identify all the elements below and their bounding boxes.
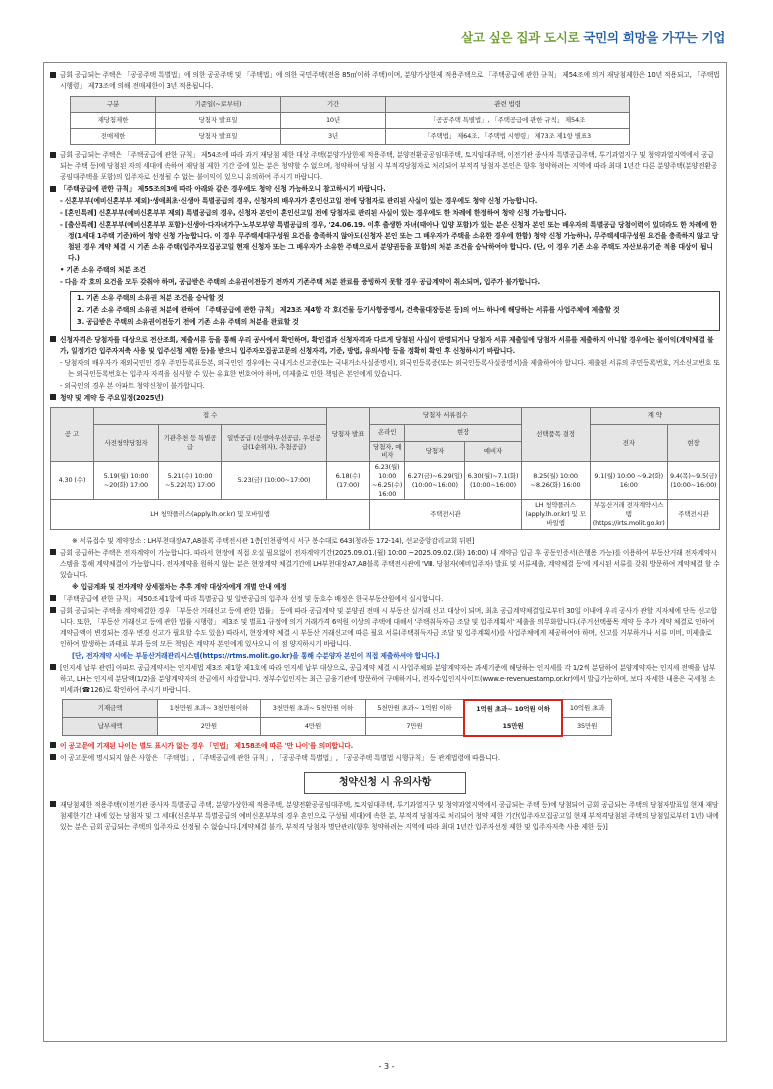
table-header: 일반공급 (신생아우선공급, 우선공급(1순위자), 추첨공급) [222, 424, 327, 462]
table-cell: 4만원 [260, 718, 365, 736]
table-row [71, 129, 630, 145]
slogan-part1: 살고 싶은 집과 도시로 [461, 30, 580, 45]
bullet-square-icon [50, 595, 56, 601]
eligibility-text: 신청자격은 당첨자를 대상으로 전산조회, 제출서류 등을 통해 우리 공사에서 확인하며, 확인결과 신청자격과 다르게 당첨된 사실이 판명되거나 당첨자 서류 제출일에 당첨자 서류를 제출하지 아니할 경우에는 불이익(계약체결 불가, 일정기간 입주자저축 사용 및 입주신청 제한 등)을 받으니 입주자모집공고문의 신청자격, 기준, 방법, 유의사항 등을 정확히 확인 후 신청하시기 바랍니다. [60, 335, 714, 355]
bullet-square-icon [50, 336, 56, 342]
special-cases-intro: 「주택공급에 관한 규칙」 제55조의3에 따라 아래와 같은 경우에도 청약 신청 가능하오니 참고하시기 바랍니다. [60, 185, 386, 193]
paragraph-caution [50, 800, 720, 833]
table-cell: 6.18(수) (17:00) [327, 462, 370, 500]
table-cell: 10년 [281, 113, 386, 129]
table-cell: 35만원 [562, 718, 611, 736]
schedule-heading-text: 청약 및 계약 등 주요일정(2025년) [60, 393, 164, 402]
transaction-report-note: [단, 전자계약 시에는 부동산거래관리시스템(https://rtms.molit.go.kr)을 통해 수분양자 본인이 직접 제출하셔야 합니다.] [72, 651, 440, 660]
paragraph-e-contract [50, 548, 720, 581]
table-cell: 「공공주택 특별법」, 「주택공급에 관한 규칙」 제54조 [386, 113, 630, 129]
table-header: 사전청약당첨자 [94, 424, 159, 462]
stamp-tax-text: [인지세 납부 관련] 아파트 공급계약서는 인지세법 제3조 제1항 제1호에 따라 인지세 납부 대상으로, 공급계약 체결 시 사업주체와 분양계약자는 과세기준에 해당하는 인지세를 각 1/2씩 분담하여 분양계약자는 인지세 전액을 납부하고, LH는 인지세 분담액(1/2)을 분양계약자의 잔금에서 차감합니다. 정부수입인지는 최근 금융기관에 방문하여 구매하거나, 전자수입인지사이트(www.e-revenuestamp.or.kr)에서 발급가능하며, 보다 자세한 내용은 국세청 소비세과(☎126)로 확인하여 주시기 바랍니다. [60, 663, 716, 694]
table-header: 당첨자, 예비자 [370, 441, 405, 462]
paragraph-eligibility [50, 335, 720, 357]
caution-text: 재당첨제한 적용주택(이전기관 종사자 특별공급 주택, 분양가상한제 적용주택, 분양전환공공임대주택, 토지임대주택, 투기과열지구 및 청약과열지역에서 공급되는 주택 등)에 당첨되어 금회 공급되는 주택의 당첨자발표일 현재 재당첨제한기간 내에 있는 당첨자 및 그 세대(신혼부부 특별공급의 예비신혼부부의 경우 혼인으로 구성될 세대)에 속한 분, 부적격 당첨자로 처리되어 청약 제한 기간(입주자모집공고일 현재 부적격당첨된 주택의 당첨일로부터 1년) 내에 있는 분은 금회 공급되는 주택의 입주자로 선정될 수 없습니다.[계약체결 불가, 부적격 당첨자 명단관리(향후 청약하려는 지역에 따라 최대 1년간 입주자선정 제한 및 입주자저축 사용 제한 등)] [60, 800, 719, 831]
table-label: 납부세액 [63, 718, 158, 736]
table-cell: 재당첨제한 [71, 113, 156, 129]
table-header: 구분 [71, 97, 156, 113]
table-header: 기간 [281, 97, 386, 113]
table-header: 당첨자 서류접수 [370, 407, 522, 424]
table-header: 당첨자 [405, 441, 465, 462]
paragraph-stamp-tax [50, 663, 720, 696]
disposal-condition-box [70, 291, 720, 331]
bullet-square-icon [50, 394, 56, 400]
header-slogan [461, 28, 725, 46]
bullet-square-icon [50, 72, 56, 78]
e-contract-note: ※ 입금계좌 및 전자계약 상세절차는 추후 계약 대상자에게 개별 안내 예정 [72, 582, 287, 591]
table-header: 관련 법령 [386, 97, 630, 113]
table-cell: 당첨자 발표일 [156, 113, 281, 129]
table-cell: LH 청약플러스(apply.lh.or.kr) 및 모바일앱 [51, 500, 370, 529]
bullet-square-icon [50, 549, 56, 555]
bullet-square-icon [50, 801, 56, 807]
table-header: 선택품목 결정 [521, 407, 590, 462]
table-header-row [71, 97, 630, 113]
table-cell-highlight: 1억원 초과~ 10억원 이하 [464, 700, 562, 718]
table-cell: 6.23(월) 10:00 ~6.25(수) 16:00 [370, 462, 405, 500]
special-case-item: - [혼인특례] 신혼부부(예비신혼부부 제외) 특별공급의 경우, 신청자 본인이 혼인신고일 전에 당첨자로 관리된 사실이 있는 경우에도 한 차례에 한정하여 청약 신청 가능합니다. [60, 209, 567, 217]
table-header-row [51, 424, 720, 441]
table-header: 기관추천 등 특별공급 [159, 424, 222, 462]
paragraph-selection [50, 594, 720, 605]
table-cell: 주택전시관 [370, 500, 522, 529]
paragraph-age-note [50, 741, 720, 752]
table-row [63, 718, 612, 736]
table-cell: 7만원 [366, 718, 464, 736]
paragraph-transaction-report [50, 606, 720, 650]
bullet-square-icon [50, 152, 56, 158]
bullet-square-icon [50, 186, 56, 192]
slogan-part2: 국민의 희망을 가꾸는 기업 [583, 30, 725, 45]
eligibility-sub-spouse: - 당첨자의 배우자가 재외국민인 경우 주민등록표등본, 외국인인 경우에는 국내거소신고증(또는 국내거소사실증명서), 외국인등록증(또는 외국인등록사실증명서)을 제출하여야 합니다. 제출된 서류의 주민등록번호, 거소신고번호 또는 외국인등록번호는 입주자 자격을 심사할 수 있는 유효한 번호여야 하며, 미제출로 인한 책임은 본인에게 있습니다. [60, 358, 720, 378]
bullet-square-icon [50, 664, 56, 670]
table-header-row [51, 407, 720, 424]
note-location: ※ 서류접수 및 계약장소 : LH부천대장A7,A8블록 주택전시관 1층[인천광역시 서구 봉수대로 643(청라동 172-14), 선교중앙감리교회 뒤편] [72, 536, 475, 545]
paragraph-restriction [50, 70, 720, 92]
bullet-square-icon [50, 754, 56, 760]
table-header: 기준일(~로부터) [156, 97, 281, 113]
table-cell: 3천만원 초과~ 5천만원 이하 [260, 700, 365, 718]
document-body [50, 70, 720, 834]
laws-text: 이 공고문에 명시되지 않은 사항은 「주택법」, 「주택공급에 관한 규칙」, 「공공주택 특별법」, 「공공주택 특별법 시행규칙」 등 관계법령에 따릅니다. [60, 753, 500, 762]
table-cell: 3년 [281, 129, 386, 145]
special-case-item: - [출산특례] 신혼부부(예비신혼부부 포함)·신생아·다자녀가구·노부모부양 특별공급의 경우, '24.06.19. 이후 출생한 자녀(태아나 입양 포함)가 있는 분은 신청자 본인 또는 배우자의 특별공급 당첨이력이 있더라도 한 차례에 한정(1세대 1주택 기준)하여 청약 신청 가능합니다. 이 경우 무주택세대구성원 요건을 충족하지 않아도(신청자 본인 또는 그 배우자가 주택을 소유한 경우에 한함) 청약 신청 가능하나, 무주택세대구성원 요건을 충족하지 않고 당첨된 경우 계약 체결 시 기존 소유 주택(입주자모집공고일 현재 신청자 또는 그 배우자가 소유한 주택으로서 분양권등을 포함)의 처분 조건을 승낙하여야 합니다. (단, 이 경우 기존 소유 주택도 자산보유기준 적용 대상이 됩니다.) [60, 221, 719, 262]
table-header: 접 수 [94, 407, 327, 424]
table-cell: 9.1(월) 10:00 ~9.2(화) 16:00 [590, 462, 667, 500]
bullet-square-icon [50, 742, 56, 748]
section-title-text: 청약신청 시 유의사항 [304, 772, 466, 794]
table-cell: 「주택법」 제64조, 「주택법 시행령」 제73조 제1항 별표3 [386, 129, 630, 145]
table-row [51, 462, 720, 500]
disposal-condition-desc: - 다음 각 호의 요건을 모두 갖춰야 하며, 공급받은 주택의 소유권이전등기 전까지 기존주택 처분 완료를 증빙하지 못할 경우 공급계약이 취소되며, 입주가 불가합니다. [60, 278, 540, 286]
condition-item: 1. 기존 소유 주택의 소유권 처분 조건을 승낙할 것 [77, 294, 224, 302]
table-header: 현장 [667, 424, 719, 462]
table-header: 공 고 [51, 407, 94, 462]
table-cell: 5.19(월) 10:00 ~20(화) 17:00 [94, 462, 159, 500]
table-header: 전자 [590, 424, 667, 462]
table-cell: 5.21(수) 10:00 ~5.22(목) 17:00 [159, 462, 222, 500]
schedule-table [50, 407, 720, 530]
table-cell: 주택전시관 [667, 500, 719, 529]
paragraph-laws [50, 753, 720, 764]
table-header: 온라인 [370, 424, 405, 441]
table-cell: 6.30(월)~7.1(화) (10:00~16:00) [465, 462, 521, 500]
paragraph-restriction-text: 금회 공급되는 주택은 「공공주택 특별법」에 의한 공공주택 및 「주택법」에 의한 국민주택(전용 85㎡이하 주택)이며, 분양가상한제 적용주택으로 「주택공급에 관한 규칙」 제54조에 의거 재당첨제한은 10년 적용되고, 「주택법 시행령」 제73조에 의해 전매제한이 3년 적용됩니다. [60, 71, 720, 90]
table-cell: 4.30 (수) [51, 462, 94, 500]
special-case-item: - 신혼부부(예비신혼부부 제외)·생애최초·신생아 특별공급의 경우, 신청자의 배우자가 혼인신고일 전에 당첨자로 관리된 사실이 있는 경우에도 청약 신청 가능합니다. [60, 197, 538, 205]
e-contract-text: 금회 공급하는 주택은 전자계약이 가능합니다. 따라서 현장에 직접 오실 필요없이 전자계약기간(2025.09.01.(월) 10:00 ~2025.09.02.(화) 16:00) 내 계약금 입금 후 공동인증서(은행용 가능)를 이용하여 부동산거래 전자계약시스템을 통해 계약체결이 가능합니다. 전자계약을 원하지 않는 분은 현장계약 체결기간에 LH부천대장A7,A8블록 주택전시관에 'Ⅷ. 당첨자(예비입주자) 발표 및 서류제출, 계약체결 등'에 게시된 서류를 갖춰 방문하여 계약체결 할 수 있습니다. [60, 548, 720, 579]
eligibility-sub-foreigner: - 외국인의 경우 본 아파트 청약신청이 불가합니다. [60, 381, 205, 390]
table-cell-highlight: 15만원 [464, 718, 562, 736]
paragraph-special-cases [50, 184, 720, 195]
table-cell: LH 청약플러스 (apply.lh.or.kr) 및 모바일앱 [521, 500, 590, 529]
table-cell: 8.25(월) 10:00 ~8.26(화) 16:00 [521, 462, 590, 500]
disposal-condition-title: • 기존 소유 주택의 처분 조건 [60, 266, 146, 274]
table-label: 기재금액 [63, 700, 158, 718]
table-cell: 10억원 초과 [562, 700, 611, 718]
page-number: - 3 - [378, 1062, 395, 1071]
table-cell: 부동산거래 전자계약시스템 (https://irts.molit.go.kr) [590, 500, 667, 529]
table-row [51, 500, 720, 529]
selection-text: 「주택공급에 관한 규칙」 제50조제1항에 따라 특별공급 및 일반공급의 입주자 선정 및 동호수 배정은 한국부동산원에서 실시합니다. [60, 594, 444, 603]
table-row [63, 700, 612, 718]
table-cell: 5.23(금) (10:00~17:00) [222, 462, 327, 500]
table-cell: 6.27(금)~6.29(일) (10:00~16:00) [405, 462, 465, 500]
table-cell: 당첨자 발표일 [156, 129, 281, 145]
transaction-report-text: 금회 공급되는 주택을 계약체결한 경우 「부동산 거래신고 등에 관한 법률」 등에 따라 공급계약 및 분양권 전매 시 부동산 실거래 신고 대상이 되며, 최초 공급계약체결일로부터 30일 이내에 우리 공사가 관할 지자체에 단독 신고합니다. 또한, 「부동산 거래신고 등에 관한 법률 시행령」 제3조 및 별표1 규정에 의거 거래가격 6억원 이상의 주택에 대해서 '주택취득자금 조달 및 입주계획서' 제출을 의무화합니다.(주거선택품목 계약 등 추가 계약 체결로 인하여 계약금액이 변경되는 경우 변경 신고가 필요할 수도 있음) 따라서, 현장계약 체결 시 부동산 거래신고에 따른 필요 서류(주택취득자금 조달 및 입주계획서)를 사업주체에게 제공하여야 하며, 신고를 거부하거나 서류 미비, 미제출로 인하여 발생하는 과태료 부과 등의 모든 책임은 계약자 본인에게 있사오니 이 점 양지하시기 바랍니다. [60, 606, 717, 648]
table-header: 당첨자 발표 [327, 407, 370, 462]
paragraph-reentry-limit [50, 150, 720, 183]
condition-item: 3. 공급받은 주택의 소유권이전등기 전에 기존 소유 주택의 처분을 완료할 것 [77, 317, 299, 326]
table-cell: 전매제한 [71, 129, 156, 145]
restriction-table [70, 96, 630, 145]
bullet-square-icon [50, 607, 56, 613]
table-cell: 5천만원 초과~ 1억원 이하 [366, 700, 464, 718]
table-cell: 9.4(목)~9.5(금) (10:00~16:00) [667, 462, 719, 500]
age-note-text: 이 공고문에 기재된 나이는 별도 표시가 없는 경우 「민법」 제158조에 따른 '만 나이'를 의미합니다. [60, 741, 354, 750]
stamp-tax-table [62, 699, 612, 737]
table-cell: 1천만원 초과~ 3천만원이하 [158, 700, 261, 718]
section-title [50, 772, 720, 794]
table-header: 계 약 [590, 407, 719, 424]
table-header: 현장 [405, 424, 521, 441]
table-header: 예비자 [465, 441, 521, 462]
table-cell: 2만원 [158, 718, 261, 736]
table-row [71, 113, 630, 129]
condition-item: 2. 기존 소유 주택의 소유권 처분에 관하여 「주택공급에 관한 규칙」 제23조 제4항 각 호(건물 등기사항증명서, 건축물대장등본 등)의 어느 하나에 해당하는 서류를 사업주체에 제출할 것 [77, 305, 620, 314]
paragraph-reentry-limit-text: 금회 공급되는 주택은 「주택공급에 관한 규칙」 제54조에 따라 과거 재당첨 제한 대상 주택(분양가상한제 적용주택, 분양전환공공임대주택, 토지임대주택, 이전기관 종사자 특별공급주택, 투기과열지구 및 청약과열지역에서 공급되는 주택 등)에 당첨된 자의 세대에 속하여 재당첨 제한 기간 중에 있는 분은 청약할 수 없으며, 청약하여 당첨 시 부적격당첨자로 처리되어 부적격 당첨자 본인은 향후 청약하려는 지역에 따라 최대 1년간 다른 분양주택(분양전환공공임대주택을 포함)의 입주자로 선정될 수 없는 불이익이 있으니 유의하여 주시기 바랍니다. [60, 151, 718, 181]
schedule-heading [50, 393, 720, 404]
